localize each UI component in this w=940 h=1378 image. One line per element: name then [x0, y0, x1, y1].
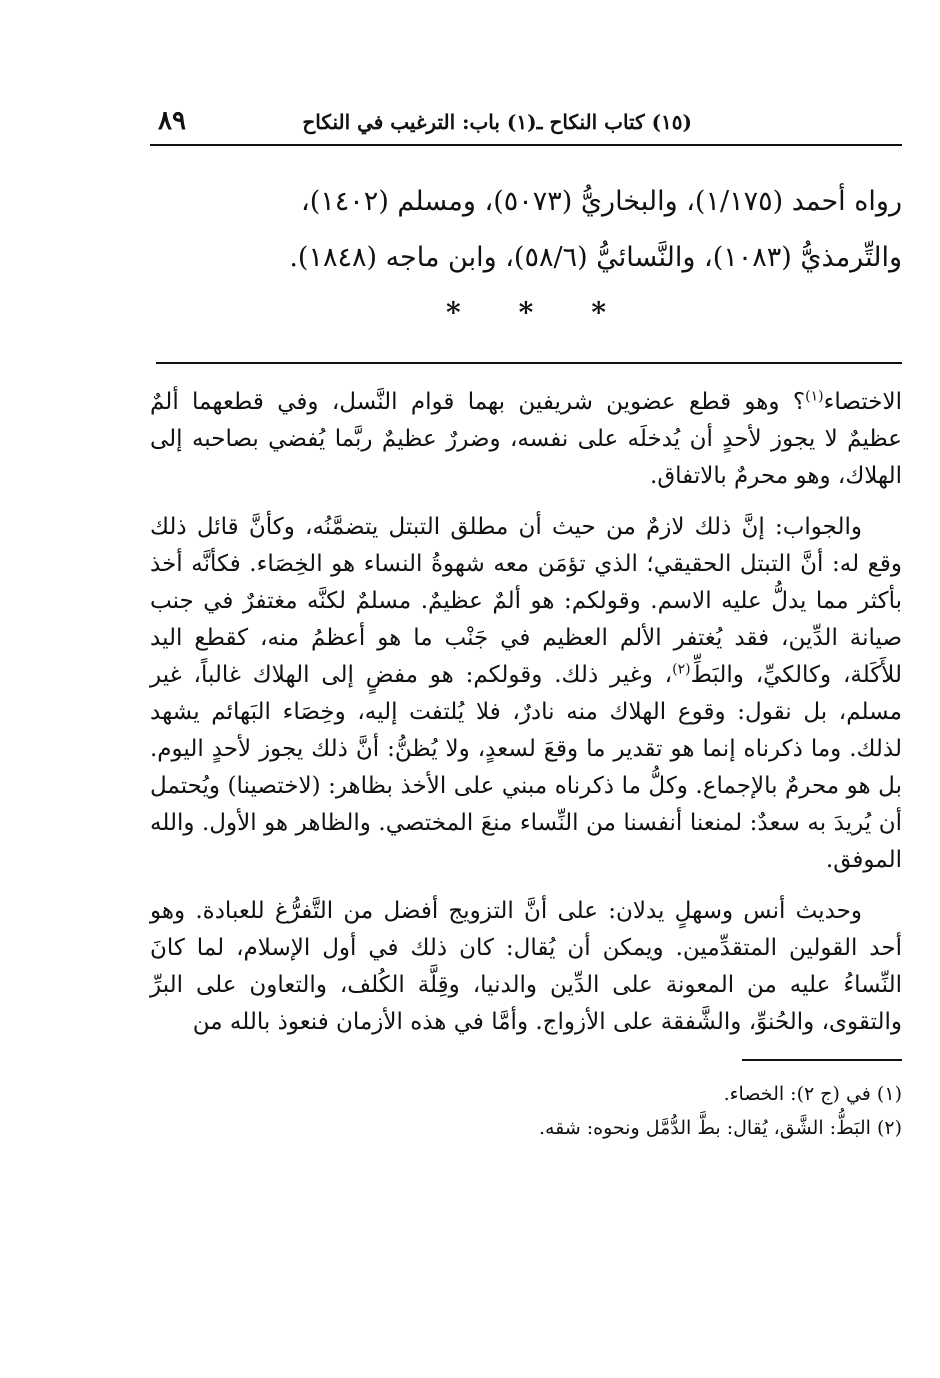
footnote-1: (١) في (ج ٢): الخصاء.	[723, 1083, 902, 1105]
section-separator	[150, 296, 902, 336]
sources-line-1: رواه أحمد (١/١٧٥)، والبخاريُّ (٥٠٧٣)، ومسلم (١٤٠٢)،	[301, 186, 902, 217]
paragraph-text: والجواب: إنَّ ذلك لازمٌ من حيث أن مطلق التبتل يتضمَّنُه، وكأنَّ قائل ذلك وقع له: أنَّ التبتل الحقيقي؛ الذي تؤمَن معه شهوةُ النساء هو الخِصَاء. فكأنَّه أخذ بأكثر مما يدلُّ عليه الاسم. وقولكم: هو ألمٌ عظيمٌ. مسلمٌ لكنَّه مغتفرٌ في جنب صيانة الدِّين، فقد يُغتفر الألم العظيم في جَنْب ما هو أعظمُ منه، كقطع اليد للأَكَلة، وكالكيِّ، والبَطِّ	[150, 514, 902, 688]
paragraph-text: ، وغير ذلك. وقولكم: هو مفضٍ إلى الهلاك غالباً، غير مسلم، بل نقول: وقوع الهلاك منه نادرٌ، فلا يُلتفت إليه، وخِصَاء البَهائم يشهد لذلك. وما ذكرناه إنما هو تقدير ما وقعَ لسعدٍ، ولا يُظنُّ: أنَّ ذلك يجوز لأحدٍ اليوم. بل هو محرمٌ بالإجماع. وكلُّ ما ذكرناه مبني على الأخذ بظاهر: (لاختصينا) ويُحتمل أن يُريدَ به سعدٌ: لمنعنا أنفسنا من النِّساء منعَ المختصي. والظاهر هو الأول. والله الموفق.	[150, 662, 902, 873]
section-divider	[156, 362, 902, 364]
footnotes	[150, 1077, 902, 1145]
book-page	[150, 100, 902, 1145]
commentary-body	[150, 384, 902, 1041]
paragraph-castration	[150, 384, 902, 495]
page-header	[150, 100, 902, 146]
footnote-ref-2: (٢)	[672, 661, 691, 678]
hadith-sources	[150, 174, 902, 286]
paragraph-text: ؟ وهو قطع عضوين شريفين بهما قوام النَّسل، وفي قطعهما ألمٌ عظيمٌ لا يجوز لأحدٍ أن يُدخلَه على نفسه، وضررٌ عظيمٌ ربَّما يُفضي بصاحبه إلى الهلاك، وهو محرمٌ بالاتفاق.	[150, 389, 902, 489]
running-title: (١٥) كتاب النكاح ـ(١) باب: الترغيب في النكاح	[302, 110, 692, 134]
page-number: ٨٩	[158, 106, 186, 136]
paragraph-text: الاختصاء	[823, 389, 902, 415]
footnote-2: (٢) البَطُّ: الشَّق، يُقال: بطَّ الدُّمَّل ونحوه: شقه.	[538, 1117, 902, 1139]
footnote-ref-1: (١)	[805, 388, 824, 405]
paragraph-hadith-anas: وحديث أنس وسهلٍ يدلان: على أنَّ التزويج أفضل من التَّفرُّغ للعبادة. وهو أحد القولين المتقدِّمين. ويمكن أن يُقال: كان ذلك في أول الإسلام، لما كانَ النِّساءُ عليه من المعونة على الدِّين والدنيا، وقِلَّة الكُلف، والتعاون على البرِّ والتقوى، والحُنوِّ، والشَّفقة على الأزواج. وأمَّا في هذه الأزمان فنعوذ بالله من	[150, 898, 902, 1035]
separator-star: *	[591, 296, 606, 329]
separator-star: *	[446, 296, 461, 329]
footnote-divider	[742, 1059, 902, 1061]
separator-star: *	[518, 296, 534, 329]
sources-line-2: والتِّرمذيُّ (١٠٨٣)، والنَّسائيُّ (٥٨/٦)، وابن ماجه (١٨٤٨).	[289, 242, 902, 273]
paragraph-answer	[150, 509, 902, 879]
